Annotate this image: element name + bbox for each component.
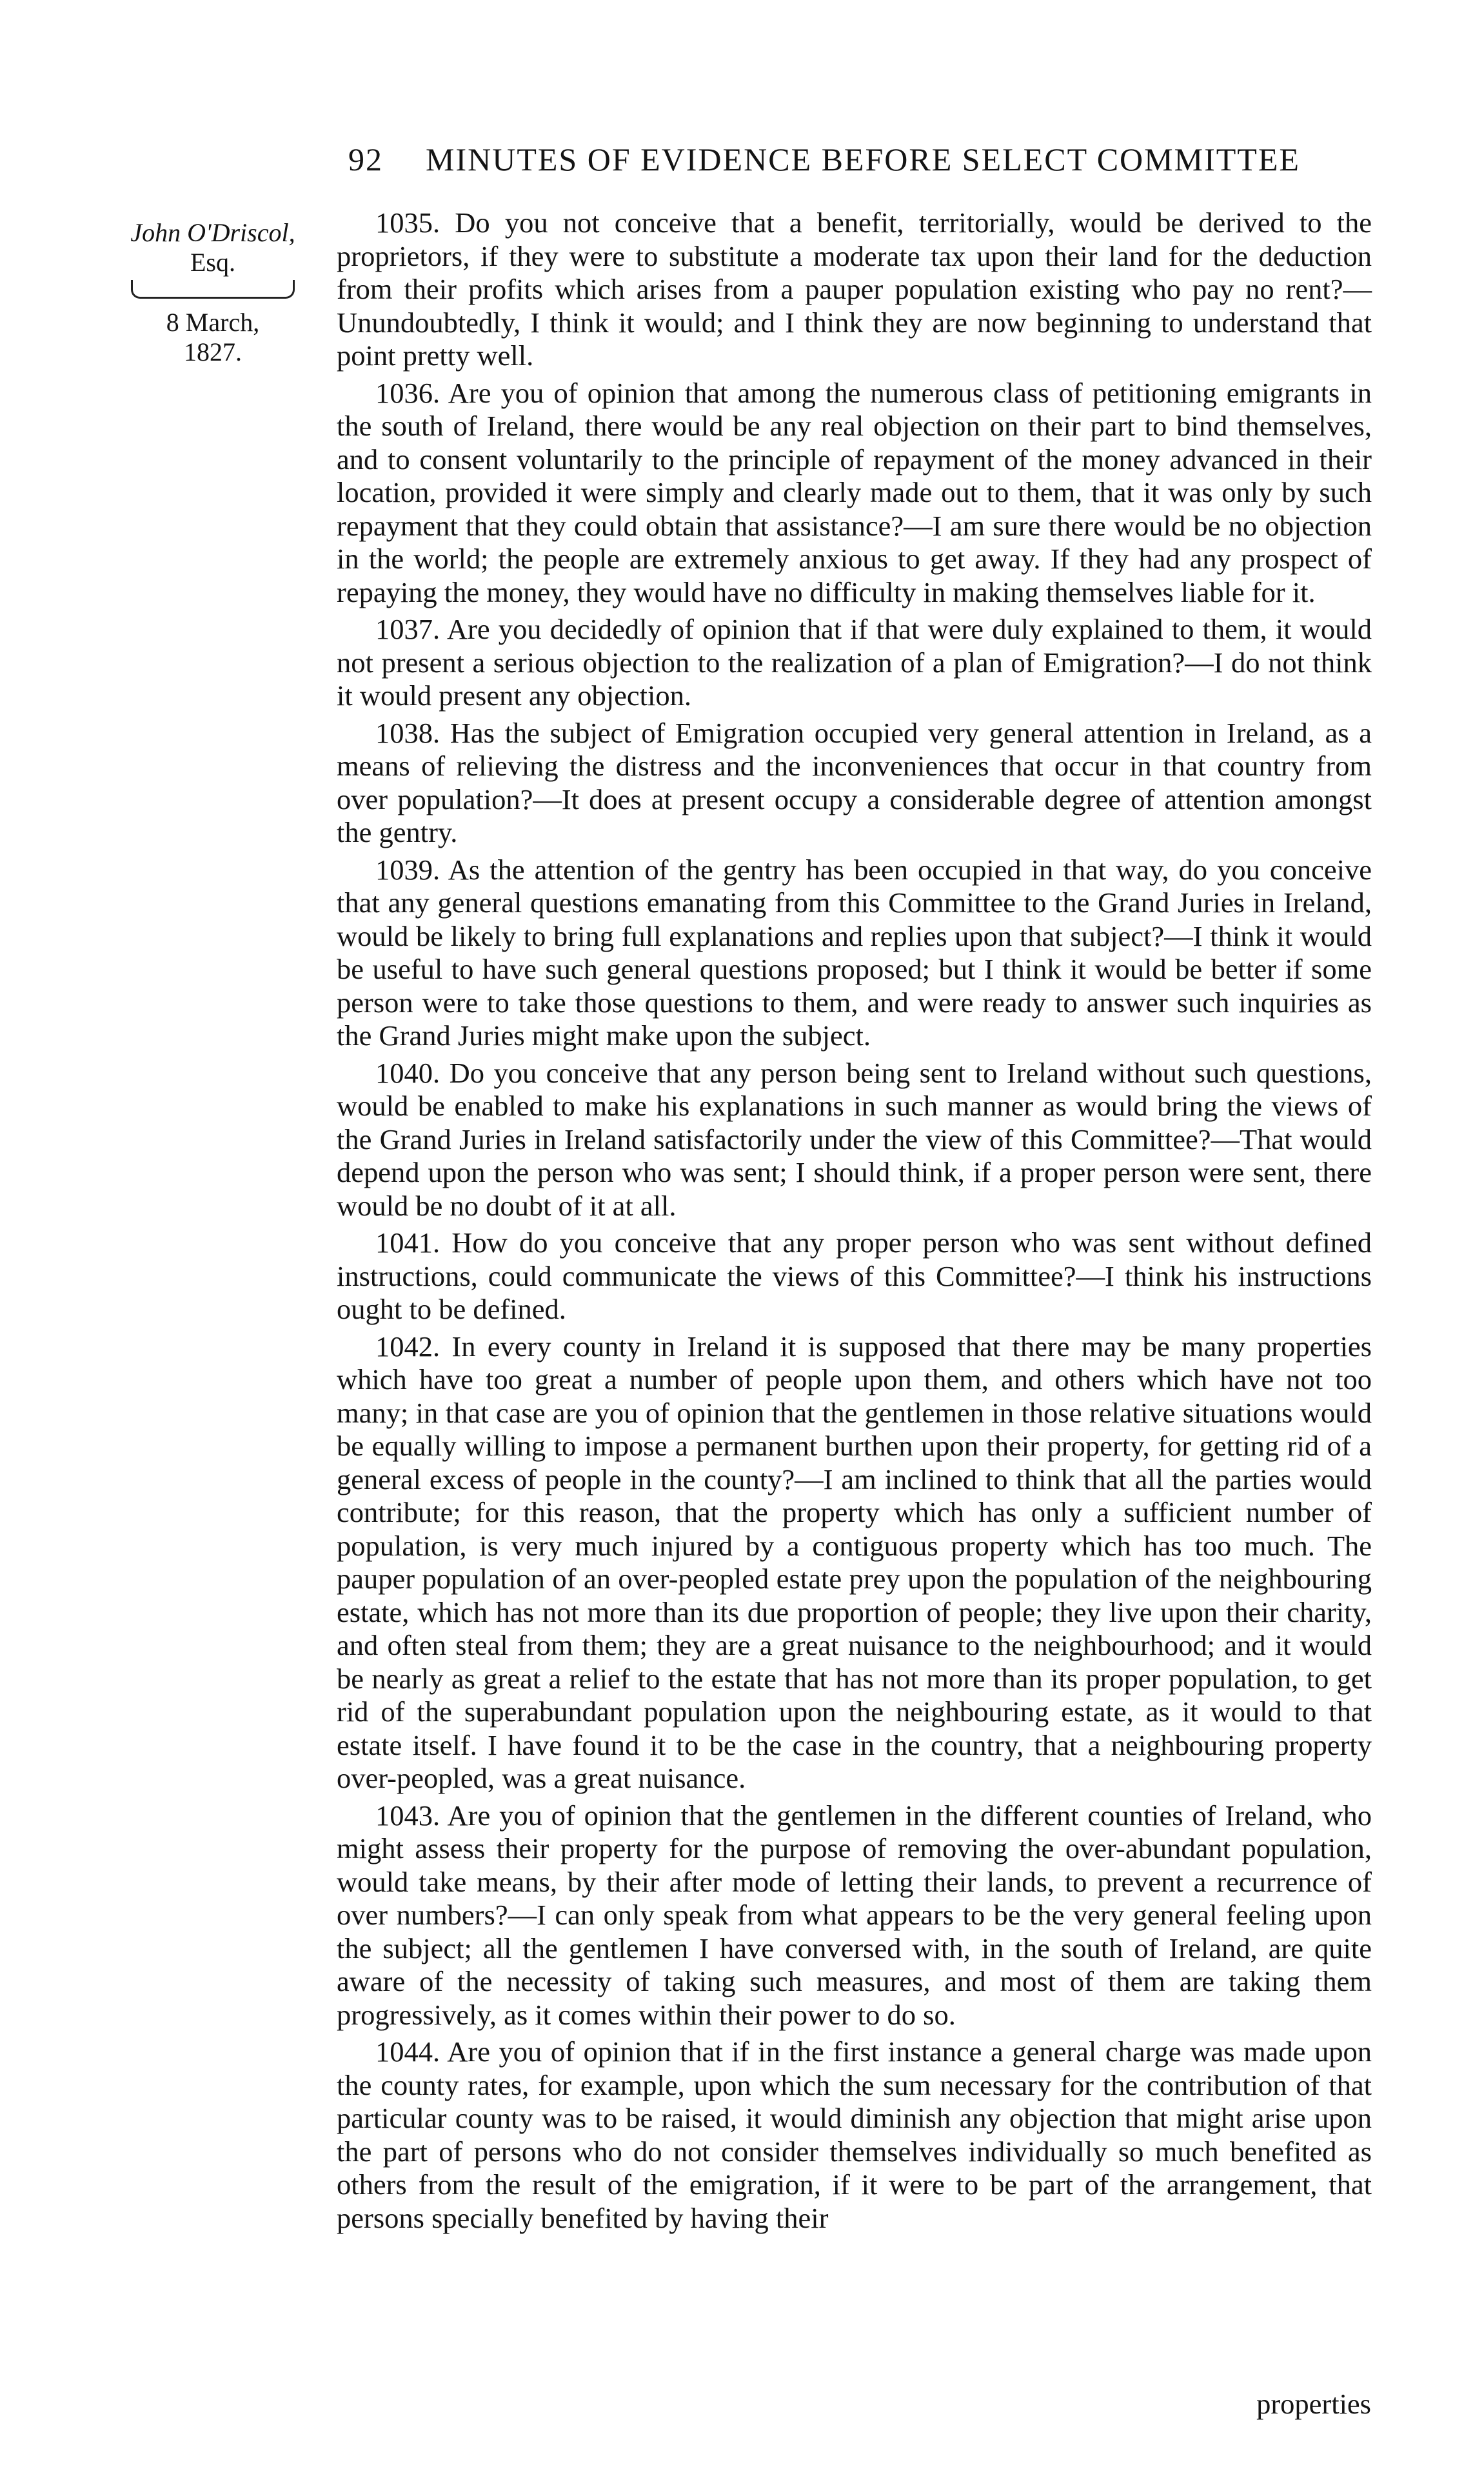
question-1037: 1037. Are you decidedly of opinion that if that were duly explained to them, it would not present a serious objection to the realization of a plan of Emigration?—I do not think it would present any objection.	[337, 613, 1372, 712]
witness-name: John O'Driscol,	[130, 218, 295, 247]
margin-sidenote	[129, 218, 297, 367]
evidence-text	[337, 206, 1372, 2239]
page-header	[348, 141, 1380, 178]
date-line-2: 1827.	[184, 337, 242, 366]
question-1036: 1036. Are you of opinion that among the numerous class of petitioning emigrants in the south of Ireland, there would be any real objection on their part to bind themselves, and to consent voluntarily to the principle of repayment of the money advanced in their location, provided it were simply and clearly made out to them, that it was only by such repayment that they could obtain that assistance?—I am sure there would be no objection in the world; the people are extremely anxious to get away. If they had any prospect of repaying the money, they would have no difficulty in making themselves liable for it.	[337, 376, 1372, 608]
witness-title: Esq.	[190, 248, 235, 277]
question-1039: 1039. As the attention of the gentry has been occupied in that way, do you conceive that any general questions emanating from this Committee to the Grand Juries in Ireland, would be likely to bring full explanations and replies upon that subject?—I think it would be useful to have such general questions proposed; but I think it would be better if some person were to take those questions to them, and were ready to answer such inquiries as the Grand Juries might make upon the subject.	[337, 853, 1372, 1052]
question-1040: 1040. Do you conceive that any person being sent to Ireland without such questions, would be enabled to make his explanations in such manner as would bring the views of the Grand Juries in Ireland satisfactorily under the view of this Committee?—That would depend upon the person who was sent; I should think, if a proper person were sent, there would be no doubt of it at all.	[337, 1056, 1372, 1222]
running-title: MINUTES OF EVIDENCE BEFORE SELECT COMMITTEE	[426, 141, 1300, 177]
question-1042: 1042. In every county in Ireland it is supposed that there may be many properties which have too great a number of people upon them, and others which have not too many; in that case are you of opinion that the gentlemen in those relative situations would be equally willing to impose a permanent burthen upon their property, for getting rid of a general excess of people in the county?—I am inclined to think that all the parties would contribute; for this reason, that the property which has only a sufficient number of population, is very much injured by a contiguous property which has too much. The pauper population of an over-peopled estate prey upon the population of the neighbouring estate, which has not more than its due proportion of people; they live upon their charity, and often steal from them; they are a great nuisance to the neighbourhood; and it would be nearly as great a relief to the estate that has not more than its proper population, to get rid of the superabundant population upon the neighbouring estate, as it would to that estate itself. I have found it to be the case in the country, that a neighbouring property over-peopled, was a great nuisance.	[337, 1330, 1372, 1794]
sidenote-brace	[131, 280, 295, 299]
question-1038: 1038. Has the subject of Emigration occupied very general attention in Ireland, as a means of relieving the distress and the inconveniences that occur in that country from over population?—It does at present occupy a considerable degree of attention amongst the gentry.	[337, 716, 1372, 848]
question-1035: 1035. Do you not conceive that a benefit, territorially, would be derived to the proprietors, if they were to substitute a moderate tax upon their land for the deduction from their profits which arises from a pauper population existing who pay no rent?—Unundoubtedly, I think it would; and I think they are now beginning to understand that point pretty well.	[337, 206, 1372, 372]
page-number: 92	[348, 141, 383, 177]
date-line-1: 8 March,	[166, 308, 260, 337]
question-1044: 1044. Are you of opinion that if in the first instance a general charge was made upon the county rates, for example, upon which the sum necessary for the contribution of that particular county was to be raised, it would diminish any objection that might arise upon the part of persons who do not consider themselves individually so much benefited as others from the result of the emigration, if it were to be part of the arrangement, that persons specially benefited by having their	[337, 2035, 1372, 2234]
question-1041: 1041. How do you conceive that any proper person who was sent without defined instructions, could communicate the views of this Committee?—I think his instructions ought to be defined.	[337, 1226, 1372, 1325]
question-1043: 1043. Are you of opinion that the gentlemen in the different counties of Ireland, who might assess their property for the purpose of removing the over-abundant population, would take means, by their after mode of letting their lands, to prevent a recurrence of over numbers?—I can only speak from what appears to be the very general feeling upon the subject; all the gentlemen I have conversed with, in the south of Ireland, are quite aware of the necessity of taking such measures, and most of them are taking them progressively, as it comes within their power to do so.	[337, 1799, 1372, 2031]
catchword: properties	[1256, 2388, 1371, 2420]
